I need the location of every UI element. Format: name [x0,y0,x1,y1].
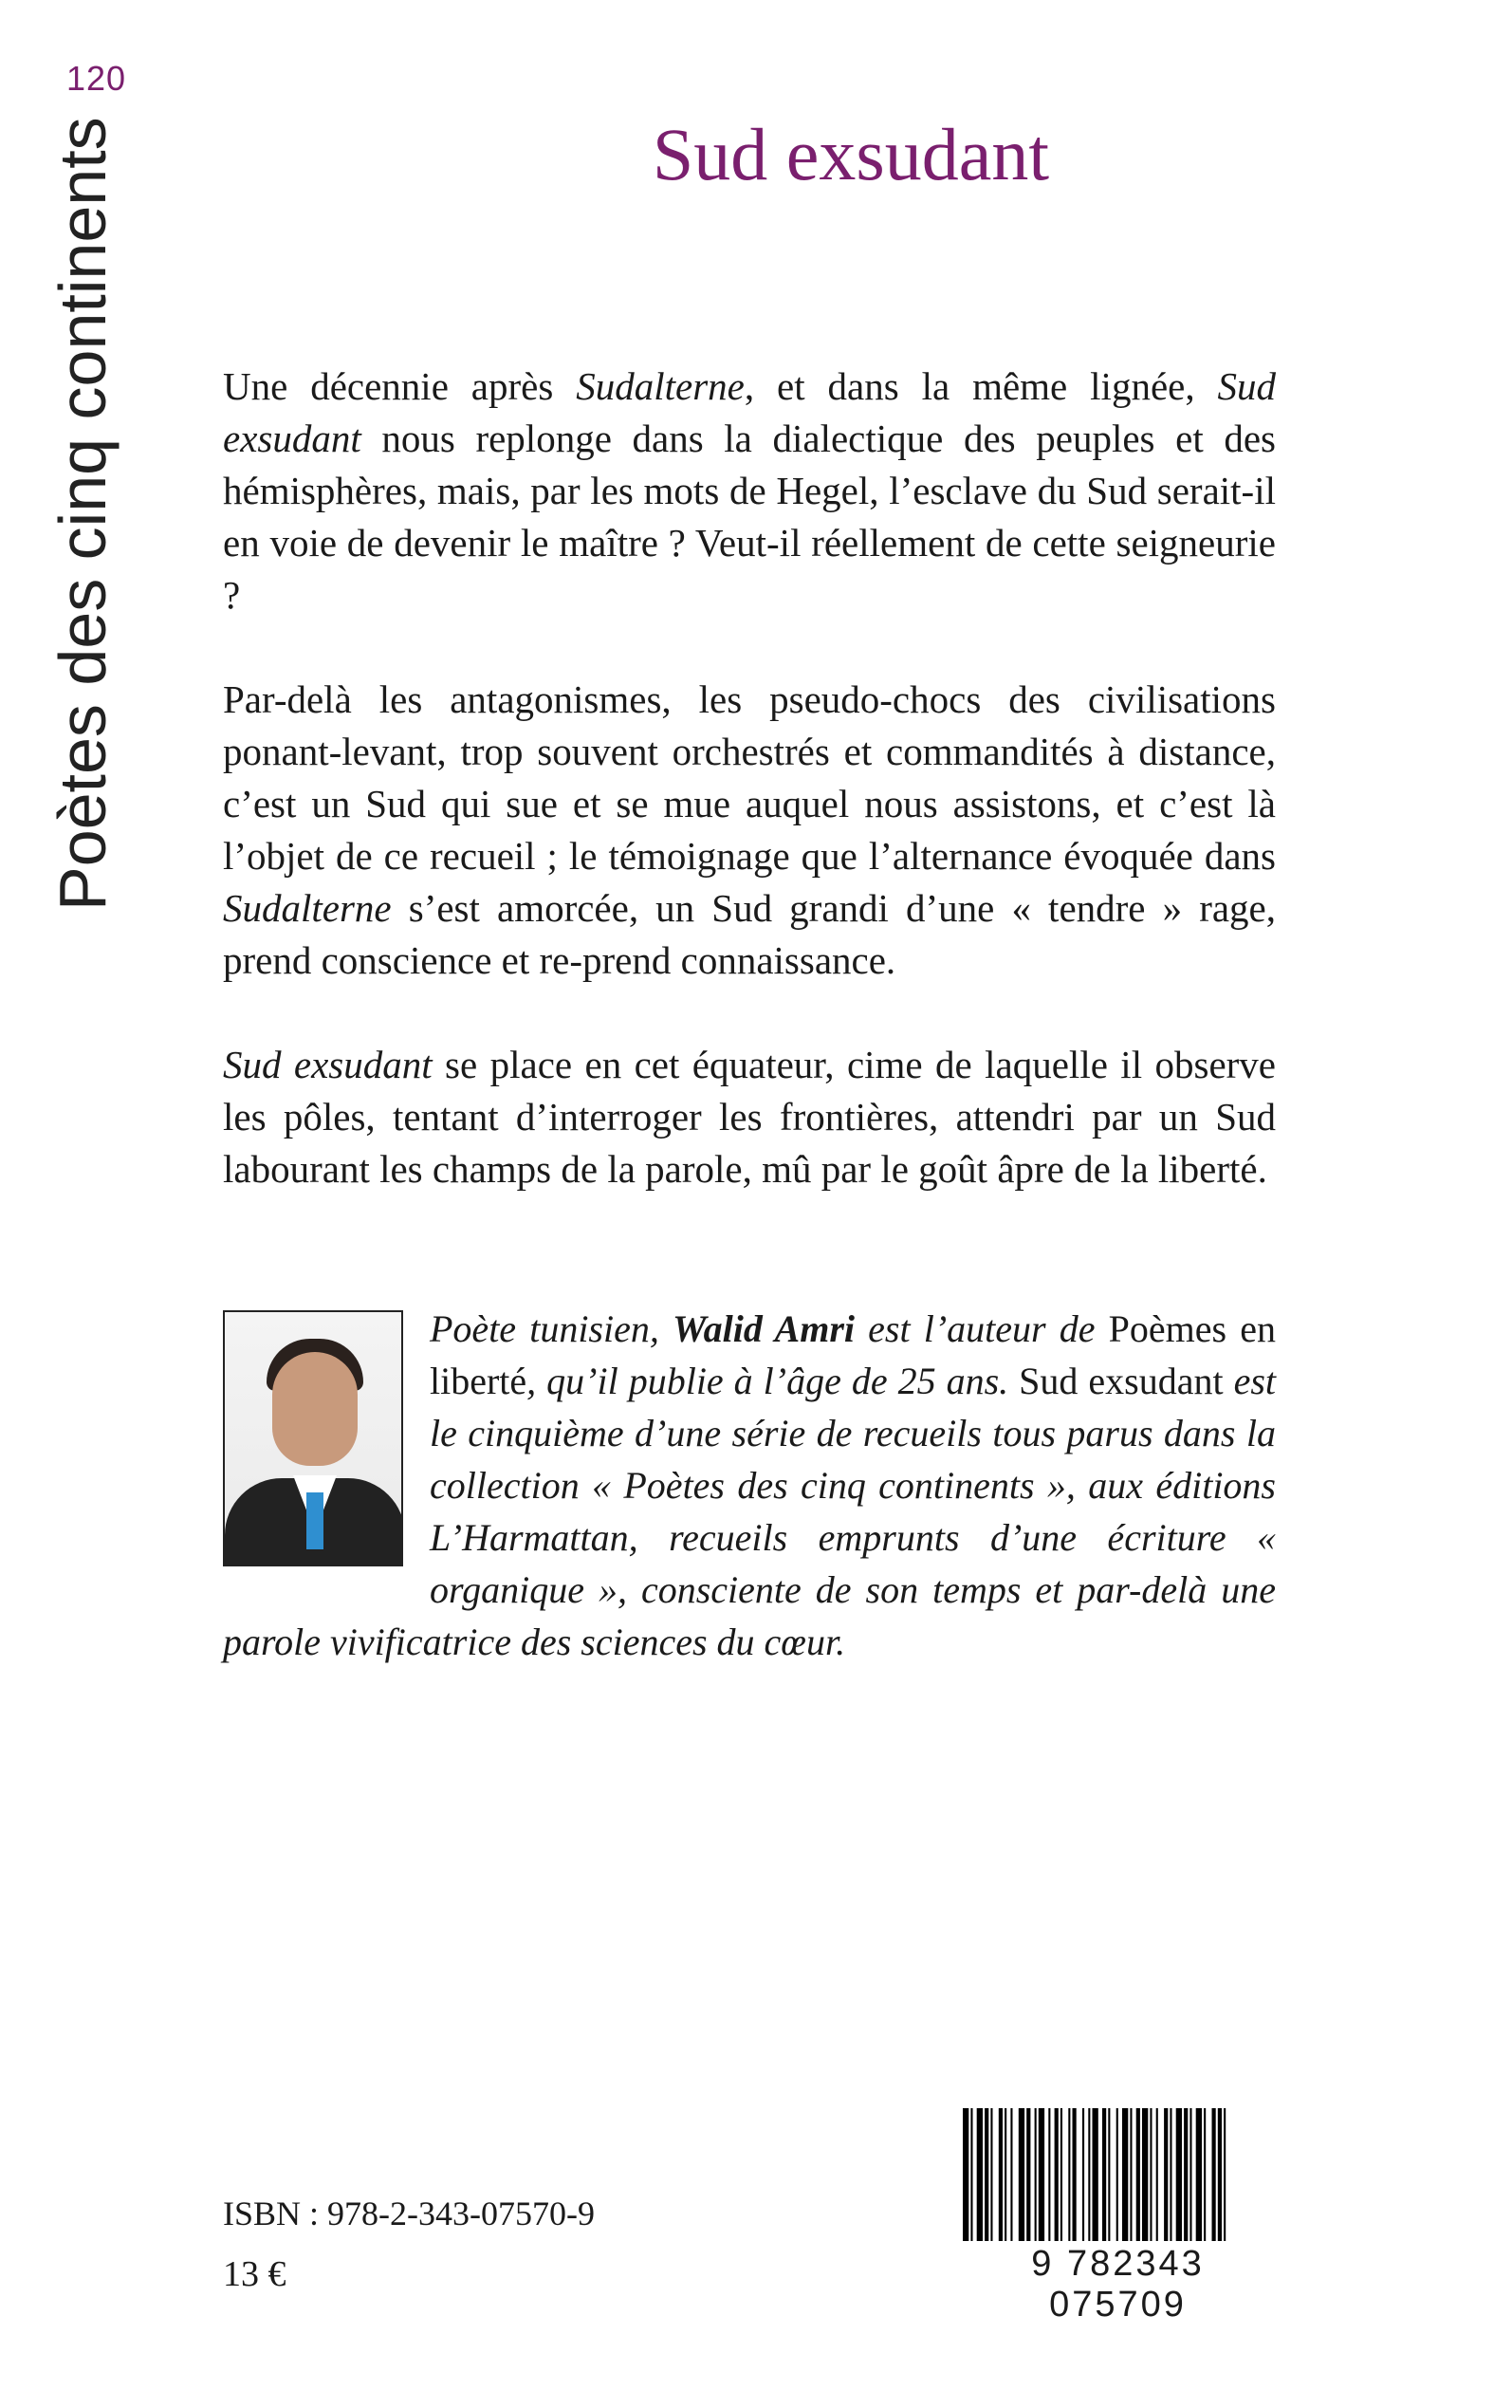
paragraph-3 [223,1039,1276,1195]
author-text: est l’auteur de [855,1307,1109,1350]
italic-text: Sudalterne [576,364,745,408]
barcode-digits: 9 782343 075709 [1031,2244,1205,2325]
text-run: Une décennie après [223,364,577,408]
italic-text: Sudalterne [223,886,392,930]
text-run: nous replonge dans la dialectique des peuples et des hémisphères, mais, par les mots de Hegel, l’esclave du Sud serait-il en voie de devenir le maître ? Veut-il réellement de cette seigneurie ? [223,417,1276,617]
author-photo [223,1310,403,1566]
author-text: est le cinquième d’une série de recueils tous parus dans la collection « Poètes des cinq continents », aux éditions L’Harmattan, recueils emprunts d’une écriture « organique », consciente de son temps et par-delà une parole vivificatrice des sciences du cœur. [223,1360,1277,1663]
author-bio [223,1303,1276,1668]
book-title: Sud exsudant [652,113,1050,195]
italic-text: Sud exsudant [223,1043,433,1086]
isbn: ISBN : 978-2-343-07570-9 [223,2195,595,2232]
text-run: Par-delà les antagonismes, les pseudo-chocs des civilisations ponant-levant, trop souvent orchestrés et commandités à distance, c’est un Sud qui sue et se mue auquel nous assistons, et c’est là l’objet de ce recueil ; le témoignage que l’alternance évoquée dans [223,677,1276,878]
author-work-1: Poèmes en liberté [430,1307,1277,1402]
author-text: , qu’il publie à l’âge de 25 ans. [526,1360,1020,1402]
italic-text: Sud exsudant [223,364,1276,460]
text-run: se place en cet équateur, cime de laquelle il observe les pôles, tentant d’interroger les frontières, attendri par un Sud labourant les champs de la parole, mû par le goût âpre de la liberté. [223,1043,1277,1191]
author-work-2: Sud exsudant [1019,1360,1224,1402]
series-name: Poètes des cinq continents [46,117,120,911]
price: 13 € [223,2254,286,2294]
author-name: Walid Amri [673,1307,855,1350]
author-intro: Poète tunisien, [430,1307,673,1350]
paragraph-2 [223,674,1276,987]
series-number: 120 [66,59,127,98]
text-run: , et dans la même lignée, [744,364,1218,408]
text-run: s’est amorcée, un Sud grandi d’une « tendre » rage, prend conscience et re-prend connaissance. [223,886,1276,982]
back-cover-text [223,361,1276,1248]
paragraph-1 [223,361,1276,621]
